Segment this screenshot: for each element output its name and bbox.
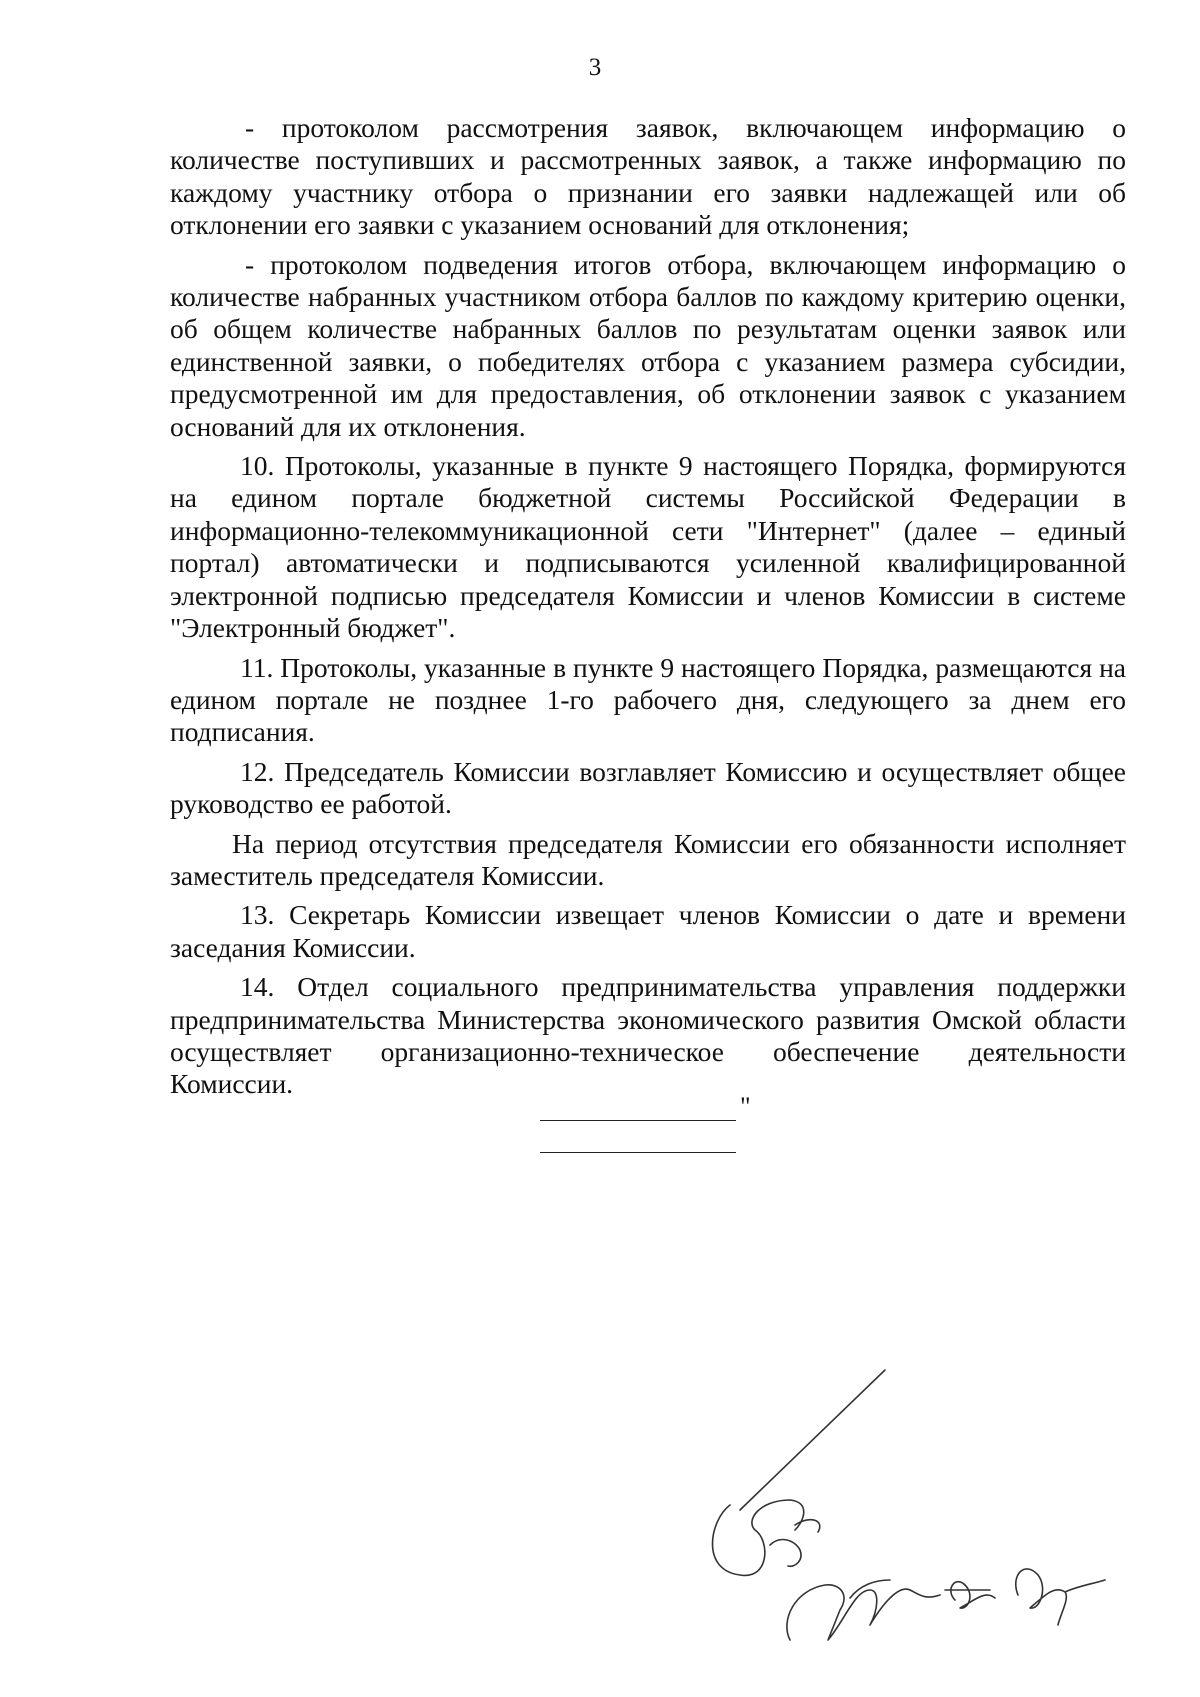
closing-quote: " [740,1092,751,1121]
document-body [170,112,1126,1101]
paragraph-deputy: На период отсутствия председателя Комиссии его обязанности исполняет заместитель председателя Комиссии. [170,827,1126,891]
paragraph-item-14: 14. Отдел социального предпринимательства управления поддержки предпринимательства Министерства экономического развития Омской области осуществляет организационно-техническое обеспечение деятельности Комиссии. [170,971,1126,1100]
paragraph-protocol-review: - протоколом рассмотрения заявок, включающем информацию о количестве поступивших и рассмотренных заявок, а также информацию по каждому участнику отбора о признании его заявки надлежащей или об отклонении его заявки с указанием оснований для отклонения; [170,112,1126,241]
paragraph-item-13: 13. Секретарь Комиссии извещает членов Комиссии о дате и времени заседания Комиссии. [170,899,1126,963]
page-number: 3 [588,54,602,81]
paragraph-protocol-results: - протоколом подведения итогов отбора, включающем информацию о количестве набранных участником отбора баллов по каждому критерию оценки, об общем количестве набранных баллов по результатам оценки заявок или единственной заявки, о победителях отбора с указанием размера субсидии, предусмотренной им для предоставления, об отклонении заявок с указанием оснований для их отклонения. [170,248,1126,442]
paragraph-item-11: 11. Протоколы, указанные в пункте 9 настоящего Порядка, размещаются на едином портале не позднее 1-го рабочего дня, следующего за днем его подписания. [170,651,1126,748]
handwritten-signature-icon [700,1120,1120,1680]
paragraph-item-10: 10. Протоколы, указанные в пункте 9 настоящего Порядка, формируются на едином портале бюджетной системы Российской Федерации в информационно-телекоммуникационной сети "Интернет" (далее – единый портал) автоматически и подписываются усиленной квалифицированной электронной подписью председателя Комиссии и членов Комиссии в системе "Электронный бюджет". [170,450,1126,644]
paragraph-item-12: 12. Председатель Комиссии возглавляет Комиссию и осуществляет общее руководство ее работой. [170,755,1126,820]
